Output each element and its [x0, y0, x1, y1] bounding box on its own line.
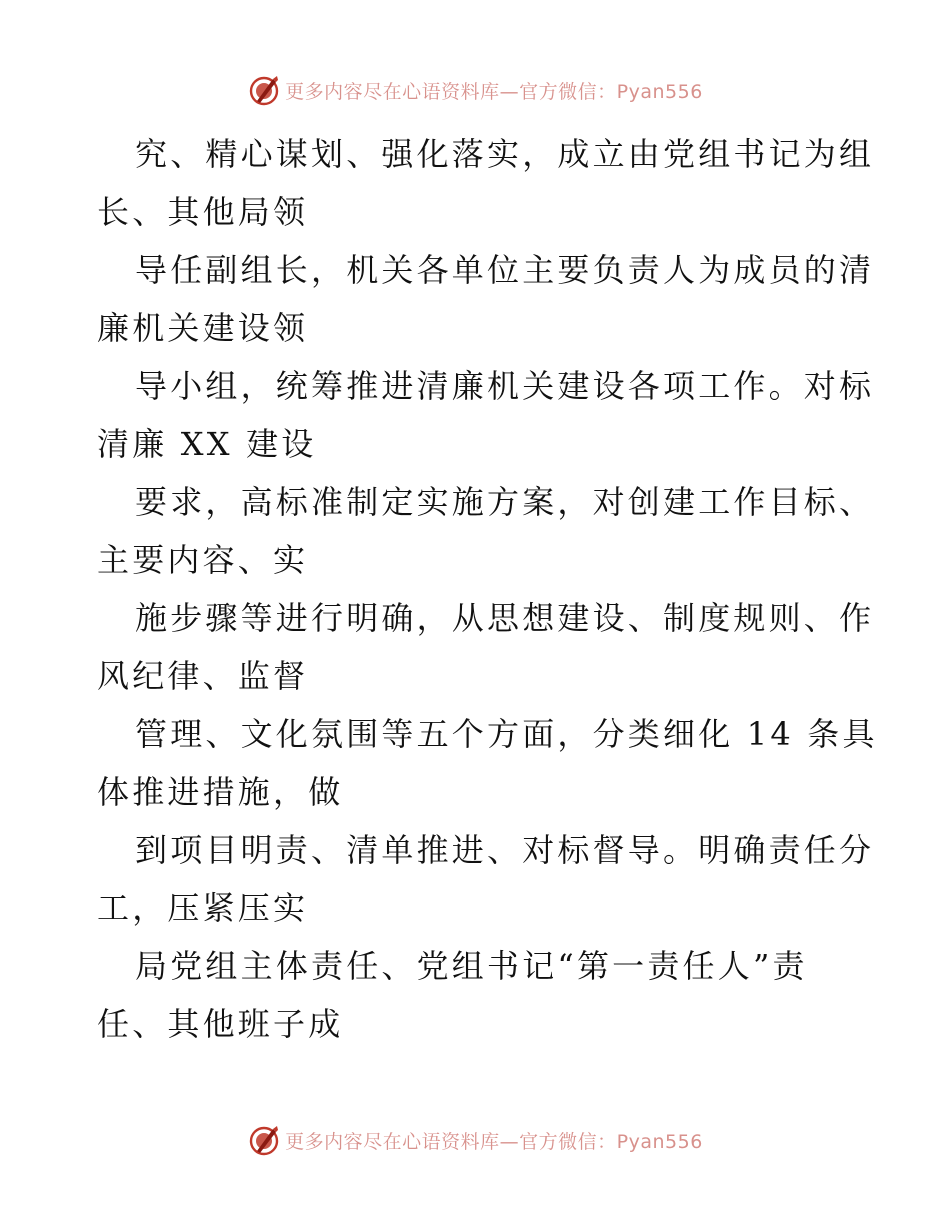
text-line: 导任副组长，机关各单位主要负责人为成员的清 — [135, 251, 875, 289]
footer-watermark-text: 更多内容尽在心语资料库—官方微信：Pyan556 — [285, 1130, 703, 1153]
text-line: 清廉 XX 建设 — [97, 425, 317, 463]
text-line: 管理、文化氛围等五个方面，分类细化 14 条具 — [135, 715, 878, 753]
header-watermark — [0, 70, 950, 110]
document-body — [97, 125, 878, 1053]
text-line: 风纪律、监督 — [97, 657, 309, 695]
header-watermark-text: 更多内容尽在心语资料库—官方微信：Pyan556 — [285, 80, 703, 103]
pen-seal-logo-icon — [247, 73, 281, 107]
text-line: 导小组，统筹推进清廉机关建设各项工作。对标 — [135, 367, 875, 405]
footer-watermark — [0, 1120, 950, 1160]
text-line: 主要内容、实 — [97, 541, 309, 579]
text-line: 施步骤等进行明确，从思想建设、制度规则、作 — [135, 599, 875, 637]
text-line: 工，压紧压实 — [97, 889, 309, 927]
text-line: 局党组主体责任、党组书记“第一责任人”责 — [135, 947, 808, 985]
text-line: 体推进措施，做 — [97, 773, 344, 811]
text-line: 长、其他局领 — [97, 193, 309, 231]
text-line: 廉机关建设领 — [97, 309, 309, 347]
text-line: 任、其他班子成 — [97, 1005, 344, 1043]
text-line: 究、精心谋划、强化落实，成立由党组书记为组 — [135, 135, 875, 173]
pen-seal-logo-icon — [247, 1123, 281, 1157]
text-line: 到项目明责、清单推进、对标督导。明确责任分 — [135, 831, 875, 869]
text-line: 要求，高标准制定实施方案，对创建工作目标、 — [135, 483, 875, 521]
